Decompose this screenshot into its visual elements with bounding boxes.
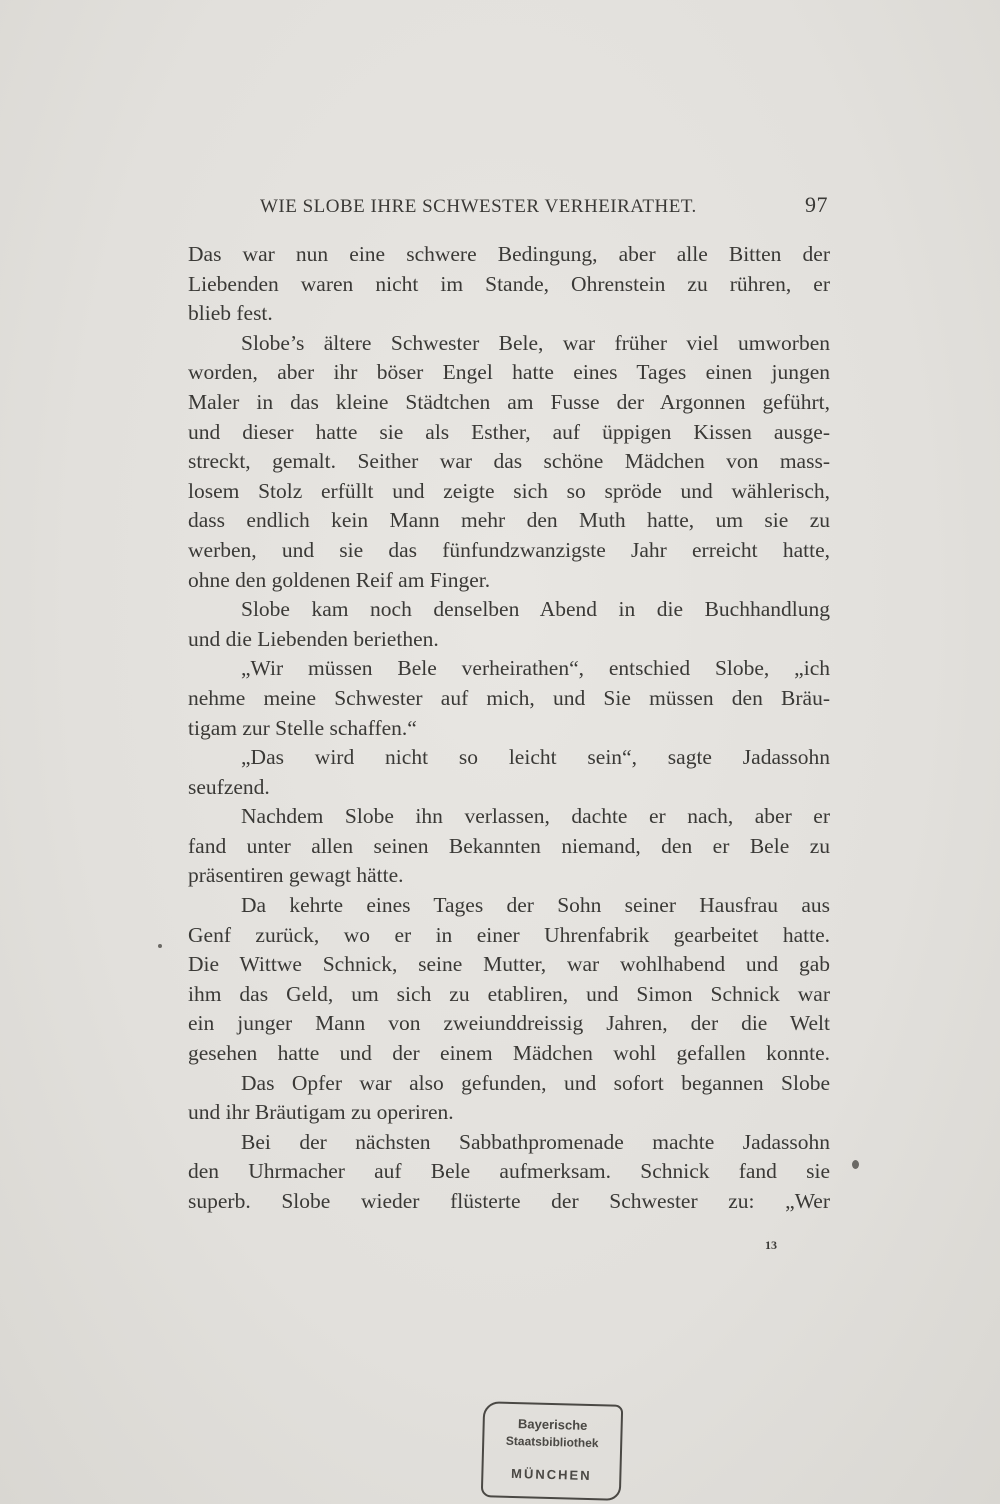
text-line: Maler in das kleine Städtchen am Fusse der Argonnen geführt, xyxy=(188,389,830,414)
text-line: den Uhrmacher auf Bele aufmerksam. Schnick fand sie xyxy=(188,1159,830,1184)
text-line: Slobe’s ältere Schwester Bele, war früher viel umworben xyxy=(241,330,830,355)
page-number: 97 xyxy=(805,192,828,217)
stamp-line-2: Staatsbibliothek xyxy=(505,1433,599,1451)
text-line: „Das wird nicht so leicht sein“, sagte Jadassohn xyxy=(241,745,830,770)
text-line: dass endlich kein Mann mehr den Muth hatte, um sie zu xyxy=(188,508,830,533)
text-line: präsentiren gewagt hätte. xyxy=(188,863,404,888)
text-line: Nachdem Slobe ihn verlassen, dachte er nach, aber er xyxy=(241,804,830,829)
text-line: fand unter allen seinen Bekannten niemand, den er Bele zu xyxy=(188,833,830,858)
signature-mark: 13 xyxy=(765,1238,777,1252)
text-line: losem Stolz erfüllt und zeigte sich so spröde und wählerisch, xyxy=(188,478,830,503)
text-line: worden, aber ihr böser Engel hatte eines Tages einen jungen xyxy=(188,360,830,385)
text-line: Genf zurück, wo er in einer Uhrenfabrik gearbeitet hatte. xyxy=(188,922,830,947)
body-text xyxy=(188,240,830,1217)
text-line: und die Liebenden beriethen. xyxy=(188,626,439,651)
text-line: „Wir müssen Bele verheirathen“, entschied Slobe, „ich xyxy=(241,656,830,681)
text-line: Bei der nächsten Sabbathpromenade machte Jadassohn xyxy=(241,1129,830,1154)
text-line: werben, und sie das fünfundzwanzigste Jahr erreicht hatte, xyxy=(188,537,830,562)
text-line: Slobe kam noch denselben Abend in die Buchhandlung xyxy=(241,597,830,622)
paper-speck xyxy=(852,1160,859,1169)
text-line: streckt, gemalt. Seither war das schöne Mädchen von mass- xyxy=(188,449,830,474)
text-line: tigam zur Stelle schaffen.“ xyxy=(188,715,417,740)
text-line: und dieser hatte sie als Esther, auf üppigen Kissen ausge- xyxy=(188,419,830,444)
library-stamp xyxy=(481,1401,623,1501)
text-line: ihm das Geld, um sich zu etabliren, und Simon Schnick war xyxy=(188,981,830,1006)
stamp-line-3: MÜNCHEN xyxy=(510,1465,592,1484)
text-line: Die Wittwe Schnick, seine Mutter, war wohlhabend und gab xyxy=(188,952,830,977)
paper-speck xyxy=(158,944,162,948)
running-header xyxy=(188,192,830,222)
text-line: blieb fest. xyxy=(188,301,273,326)
text-line: und ihr Bräutigam zu operiren. xyxy=(188,1100,454,1125)
running-title: WIE SLOBE IHRE SCHWESTER VERHEIRATHET. xyxy=(260,196,697,217)
text-line: Da kehrte eines Tages der Sohn seiner Hausfrau aus xyxy=(241,893,830,918)
text-line: superb. Slobe wieder flüsterte der Schwester zu: „Wer xyxy=(188,1189,830,1213)
text-line: ohne den goldenen Reif am Finger. xyxy=(188,567,491,592)
text-line: nehme meine Schwester auf mich, und Sie müssen den Bräu- xyxy=(188,685,830,710)
text-line: Das Opfer war also gefunden, und sofort begannen Slobe xyxy=(241,1070,830,1095)
text-line: ein junger Mann von zweiunddreissig Jahren, der die Welt xyxy=(188,1011,830,1036)
text-line: seufzend. xyxy=(188,774,270,799)
text-line: Liebenden waren nicht im Stande, Ohrenstein zu rühren, er xyxy=(188,271,830,296)
stamp-line-1: Bayerische xyxy=(517,1416,588,1433)
text-line: Das war nun eine schwere Bedingung, aber alle Bitten der xyxy=(188,242,830,266)
text-line: gesehen hatte und der einem Mädchen wohl gefallen konnte. xyxy=(188,1041,830,1066)
